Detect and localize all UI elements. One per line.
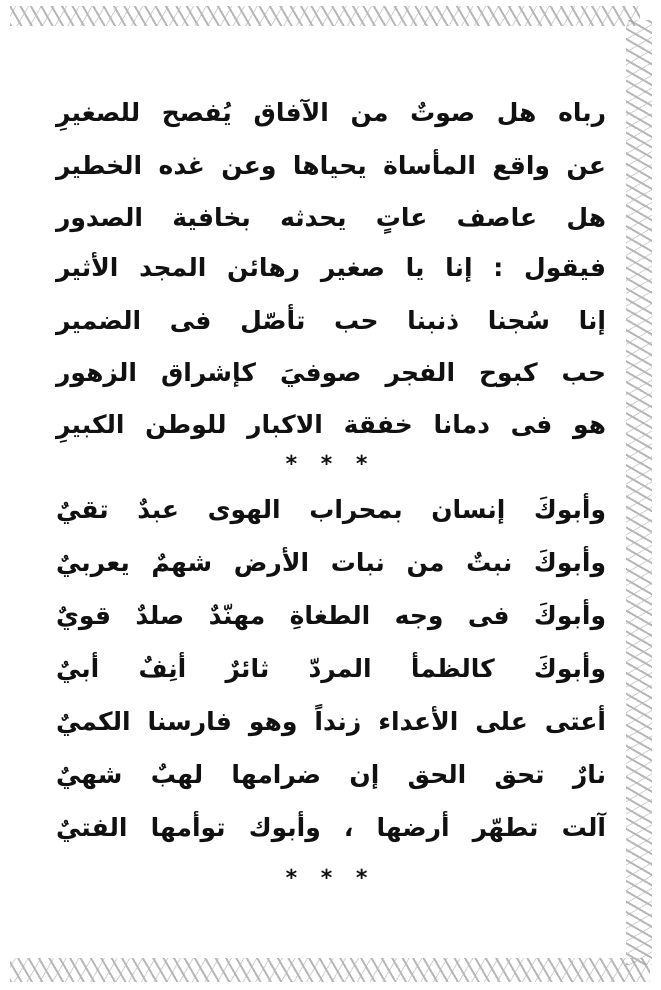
verse-line: وأبوكَ نبتٌ من نبات الأرض شهمٌ يعربيٌ (56, 548, 606, 577)
verse-line: هو فى دمانا خفقة الاكبار للوطن الكبيرِ (56, 410, 606, 439)
verse-line: نارٌ تحق الحق إن ضرامها لهبٌ شهيٌ (56, 760, 606, 789)
verse-line: آلت تطهّر أرضها ، وأبوك توأمها الفتيٌ (56, 813, 606, 842)
verse-line: عن واقع المأساة يحياها وعن غده الخطير (56, 151, 606, 180)
verse-line: حب كبوح الفجر صوفيَ كإشراق الزهور (56, 358, 606, 387)
verse-line: هل عاصف عاتٍ يحدثه بخافية الصدور (56, 203, 606, 232)
verse-line: رباه هل صوتٌ من الآفاق يُفصح للصغيرِ (56, 98, 606, 127)
verse-line: وأبوكَ فى وجه الطغاةِ مهنّدٌ صلدٌ قويٌ (56, 601, 606, 630)
stanza-separator: * * * (285, 452, 376, 477)
verse-line: أعتى على الأعداء زنداً وهو فارسنا الكميٌ (56, 707, 606, 736)
verse-line: وأبوكَ كالظمأ المردّ ثائرٌ أنِفٌ أبيٌ (56, 654, 606, 683)
verse-line: إنا سُجنا ذنبنا حب تأصّل فى الضمير (56, 306, 606, 335)
verse-line: فيقول : إنا يا صغير رهائن المجد الأثير (56, 253, 606, 282)
stanza-separator: * * * (285, 866, 376, 891)
verse-line: وأبوكَ إنسان بمحراب الهوى عبدٌ تقيٌ (56, 495, 606, 524)
